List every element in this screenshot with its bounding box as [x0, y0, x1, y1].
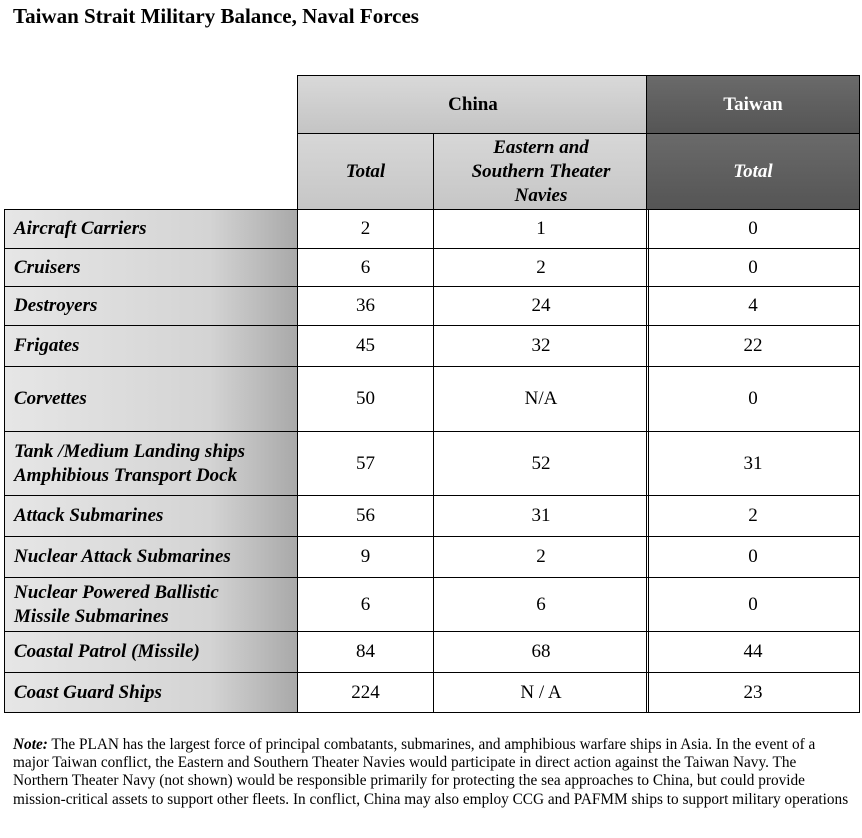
taiwan-total-cell: 0 [646, 366, 860, 432]
note-label: Note: [13, 736, 48, 753]
china-region-cell: 24 [433, 286, 649, 326]
taiwan-total-cell: 23 [646, 672, 860, 713]
header-taiwan: Taiwan [646, 75, 860, 134]
table-row [4, 366, 860, 432]
page-title: Taiwan Strait Military Balance, Naval Forces [13, 4, 419, 28]
naval-forces-table [4, 75, 860, 713]
china-total-cell: 6 [297, 248, 434, 287]
china-total-cell: 2 [297, 209, 434, 249]
china-total-cell: 84 [297, 631, 434, 673]
china-region-cell: 31 [433, 495, 649, 537]
row-label: Destroyers [4, 286, 298, 326]
taiwan-total-cell: 0 [646, 248, 860, 287]
china-region-cell: N / A [433, 672, 649, 713]
row-label: Frigates [4, 325, 298, 367]
table-row [4, 431, 860, 496]
table-row [4, 631, 860, 673]
taiwan-total-cell: 2 [646, 495, 860, 537]
table-row [4, 325, 860, 367]
china-total-cell: 36 [297, 286, 434, 326]
row-label: Coastal Patrol (Missile) [4, 631, 298, 673]
taiwan-total-cell: 4 [646, 286, 860, 326]
header-china-region-line: Navies [514, 184, 568, 206]
row-label: Corvettes [4, 366, 298, 432]
china-total-cell: 45 [297, 325, 434, 367]
note-text: The PLAN has the largest force of principal combatants, submarines, and amphibious warfare ships in Asia. In the event of a major Taiwan conflict, the Eastern and Southern Theater Navies would participate in direct action against the Taiwan Navy. The Northern Theater Navy (not shown) would be responsible primarily for protecting the sea approaches to China, but could provide mission-critical assets to support other fleets. In conflict, China may also employ CCG and PAFMM ships to support military operations [13, 736, 849, 808]
china-region-cell: 2 [433, 248, 649, 287]
header-china-region [433, 133, 649, 210]
taiwan-total-cell: 22 [646, 325, 860, 367]
header-china: China [297, 75, 649, 134]
table-row [4, 248, 860, 287]
china-total-cell: 56 [297, 495, 434, 537]
table-row [4, 286, 860, 326]
table-row [4, 495, 860, 537]
china-region-cell: 52 [433, 431, 649, 496]
china-total-cell: 6 [297, 577, 434, 632]
china-region-cell: 32 [433, 325, 649, 367]
china-region-cell: 68 [433, 631, 649, 673]
china-total-cell: 224 [297, 672, 434, 713]
china-total-cell: 50 [297, 366, 434, 432]
taiwan-total-cell: 44 [646, 631, 860, 673]
row-label: Coast Guard Ships [4, 672, 298, 713]
row-label: Cruisers [4, 248, 298, 287]
header-taiwan-total: Total [646, 133, 860, 210]
footnote [13, 736, 853, 809]
header-china-region-line: Southern Theater [471, 160, 611, 182]
table-row [4, 209, 860, 249]
china-region-cell: 1 [433, 209, 649, 249]
taiwan-total-cell: 31 [646, 431, 860, 496]
table-row [4, 536, 860, 578]
china-total-cell: 57 [297, 431, 434, 496]
row-label: Tank /Medium Landing ships Amphibious Transport Dock [4, 431, 298, 496]
header-china-total: Total [297, 133, 434, 210]
china-region-cell: 2 [433, 536, 649, 578]
china-region-cell: 6 [433, 577, 649, 632]
header-china-region-line: Eastern and [493, 136, 589, 158]
row-label: Attack Submarines [4, 495, 298, 537]
china-total-cell: 9 [297, 536, 434, 578]
taiwan-total-cell: 0 [646, 577, 860, 632]
table-row [4, 672, 860, 713]
row-label: Aircraft Carriers [4, 209, 298, 249]
row-label: Nuclear Powered Ballistic Missile Submarines [4, 577, 298, 632]
taiwan-total-cell: 0 [646, 536, 860, 578]
taiwan-total-cell: 0 [646, 209, 860, 249]
table-row [4, 577, 860, 632]
china-region-cell: N/A [433, 366, 649, 432]
row-label: Nuclear Attack Submarines [4, 536, 298, 578]
